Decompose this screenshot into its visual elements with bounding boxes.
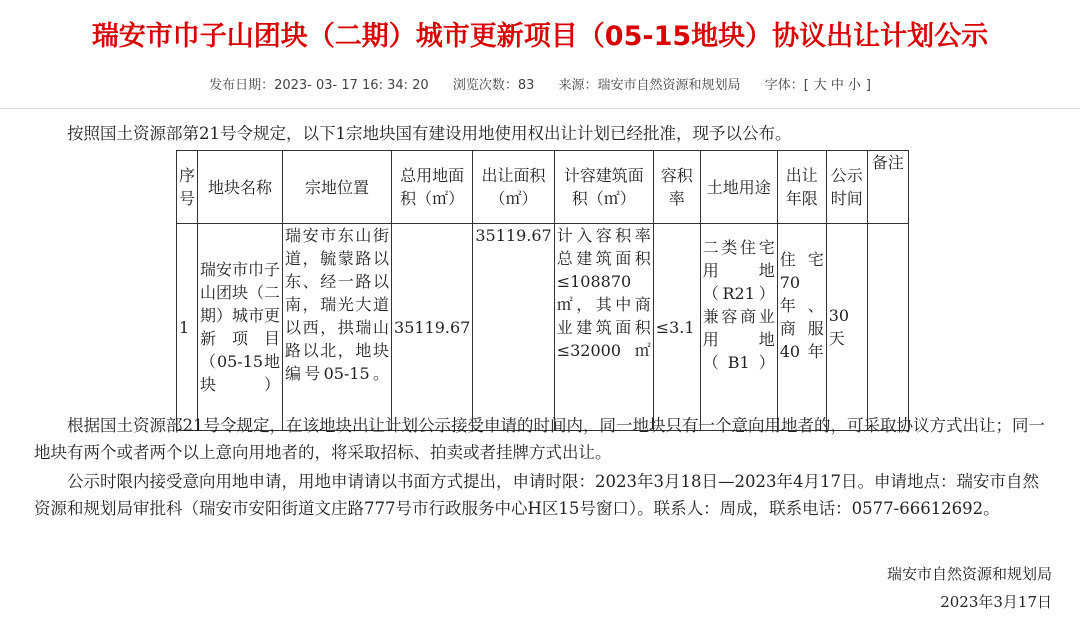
source-label: 来源： (558, 78, 598, 93)
publish-date (209, 78, 429, 93)
header-location: 宗地位置 (283, 151, 392, 224)
header-no: 序号 (177, 151, 198, 224)
source (559, 78, 741, 93)
cell-floor-area: 计入容积率总建筑面积≤108870㎡，其中商业建筑面积≤32000㎡ (554, 224, 653, 431)
cell-sell-area: 35119.67 (473, 224, 554, 431)
rule-paragraph: 根据国土资源部21号令规定，在该地块出让计划公示接受申请的时间内，同一地块只有一个意向用地者的，可采取协议方式出让；同一地块有两个或者两个以上意向用地者的，将采取招标、拍卖或者挂牌方式出让。 (34, 416, 1045, 462)
view-count (453, 78, 535, 93)
header-total-area: 总用地面积（㎡） (392, 151, 473, 224)
table-row (177, 224, 909, 431)
header-use: 土地用途 (700, 151, 777, 224)
header-divider (0, 108, 1080, 109)
header-ratio: 容积率 (653, 151, 700, 224)
cell-total-area: 35119.67 (392, 224, 473, 431)
view-count-value: 83 (517, 78, 535, 93)
header-remark: 备注 (867, 151, 908, 224)
header-sell-area: 出让面积（㎡） (473, 151, 554, 224)
cell-remark (867, 224, 908, 431)
cell-ratio: ≤3.1 (653, 224, 700, 431)
header-floor-area: 计容建筑面积（㎡） (554, 151, 653, 224)
bracket-close: ] (865, 78, 871, 93)
intro-paragraph: 按照国土资源部第21号令规定，以下1宗地块国有建设用地使用权出让计划已经批准，现予以公布。 (67, 124, 792, 143)
publish-date-label: 发布日期： (209, 78, 275, 93)
view-count-label: 浏览次数： (452, 78, 518, 93)
header-years: 出让年限 (777, 151, 826, 224)
cell-use: 二类住宅用地（R21）兼容商业用地（B1） (700, 224, 777, 431)
cell-years: 住宅70年、商服40年 (777, 224, 826, 431)
application-paragraph: 公示时限内接受意向用地申请，用地申请请以书面方式提出，申请时限：2023年3月18日—2023年4月17日。申请地点：瑞安市自然资源和规划局审批科（瑞安市安阳街道文庄路777号市行政服务中心H区15号窗口）。联系人：周成，联系电话：0577-66612692。 (34, 472, 1039, 518)
header-name: 地块名称 (198, 151, 283, 224)
page-title: 瑞安市巾子山团块（二期）城市更新项目（05-15地块）协议出让计划公示 (91, 21, 989, 52)
cell-name: 瑞安市巾子山团块（二期）城市更新项目（05-15地块） (198, 224, 283, 431)
signature-block (887, 560, 1052, 616)
font-size-label: 字体： (764, 78, 804, 93)
font-medium-button[interactable]: 中 (830, 78, 844, 93)
source-value: 瑞安市自然资源和规划局 (597, 78, 741, 93)
cell-period: 30天 (826, 224, 867, 431)
font-small-button[interactable]: 小 (847, 78, 861, 93)
signature-date: 2023年3月17日 (940, 593, 1052, 611)
cell-no: 1 (177, 224, 198, 431)
signature-org: 瑞安市自然资源和规划局 (886, 565, 1052, 583)
font-large-button[interactable]: 大 (813, 78, 827, 93)
header-period: 公示时间 (826, 151, 867, 224)
cell-location: 瑞安市东山街道，毓蒙路以东、经一路以南，瑞光大道以西，拱瑞山路以北，地块编号05-15。 (283, 224, 392, 431)
table-header-row (177, 151, 909, 224)
land-plan-table (176, 150, 909, 431)
font-size-control (765, 78, 871, 93)
bracket-open: [ (803, 78, 809, 93)
publish-date-value: 2023- 03- 17 16: 34: 20 (274, 78, 429, 93)
article-meta (0, 74, 1080, 93)
